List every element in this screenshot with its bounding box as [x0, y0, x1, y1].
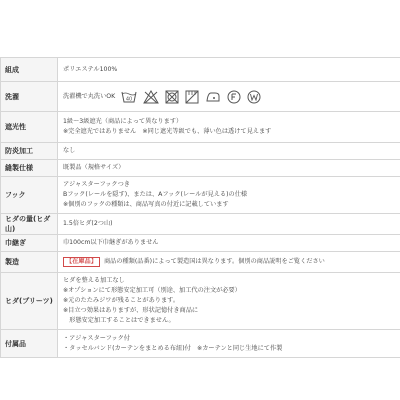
pleat-volume-value: 1.5倍ヒダ(2つ山): [63, 220, 113, 227]
row-label: 製造: [1, 252, 58, 273]
sewing-value: 既製品（規格サイズ）: [63, 164, 125, 171]
row-label: フック: [1, 177, 58, 214]
table-row-width-seam: [1, 235, 400, 252]
table-row-manufacturing: [1, 252, 400, 273]
table-row-sewing: [1, 160, 400, 177]
table-row-accessories: [1, 330, 400, 358]
pleats-line: ※元のたたみジワが残ることがあります。: [63, 297, 180, 304]
row-label: 洗濯: [1, 82, 58, 112]
hook-line: ※個別のフックの種類は、商品写真の付近に記載しています: [63, 201, 229, 208]
manufacturing-value: 商品の種類(品番)によって製造国は異なります。個別の商品説明をご覧ください: [103, 258, 325, 265]
row-label: ヒダの量(ヒダ山): [1, 214, 58, 235]
iron-low-icon: [205, 90, 221, 104]
table-row-pleat-volume: [1, 214, 400, 235]
row-label: 付属品: [1, 330, 58, 358]
washing-machine-40-icon: [121, 90, 137, 104]
accessories-line: ・タッセルバンド(カーテンをまとめる布紐)付 ※カーテンと同じ生地にて作製: [63, 344, 283, 352]
spec-table-container: [0, 57, 400, 358]
table-row-washing: [1, 82, 400, 112]
no-bleach-icon: [143, 90, 159, 104]
blackout-line: 1級～3級遮光（商品によって異なります）: [63, 118, 183, 125]
row-label: 縫製仕様: [1, 160, 58, 177]
width-seam-value: 巾100cm以下巾継ぎがありません: [63, 239, 159, 246]
dry-clean-f-icon: [227, 90, 241, 104]
accessories-line: ・アジャスターフック付: [63, 334, 130, 342]
spec-table: [0, 57, 400, 358]
table-row-blackout: [1, 112, 400, 143]
no-dry-clean-icon: [185, 90, 199, 104]
row-label: 防炎加工: [1, 143, 58, 160]
care-icons: [121, 90, 261, 104]
row-label: 巾継ぎ: [1, 235, 58, 252]
table-row-composition: [1, 58, 400, 82]
row-label: 遮光性: [1, 112, 58, 143]
hook-line: アジャスターフックつき: [63, 181, 130, 188]
blackout-note: ※完全遮光ではありません ※同じ遮光等級でも、薄い色は透けて見えます: [63, 128, 272, 135]
tumble-dry-low-icon: [165, 90, 179, 104]
stock-badge: 【在庫品】: [63, 257, 100, 267]
svg-text:40: 40: [126, 96, 133, 102]
flame-retardant-value: なし: [63, 147, 76, 154]
table-row-pleats: [1, 273, 400, 330]
washing-value: 洗濯機で丸洗いOK: [63, 92, 116, 100]
pleats-line: 形態安定加工することはできません。: [63, 317, 175, 324]
composition-value: ポリエステル100%: [63, 65, 118, 73]
table-row-hook: [1, 177, 400, 214]
row-label: 組成: [1, 58, 58, 82]
pleats-line: ※オプションにて形態安定加工可（別途、加工代の注文が必要）: [63, 287, 241, 294]
wet-clean-w-icon: [247, 90, 261, 104]
table-row-flame-retardant: [1, 143, 400, 160]
row-label: ヒダ(プリーツ): [1, 273, 58, 330]
pleats-line: ※目立つ効果はありますが、形状記憶付き商品に: [63, 307, 199, 314]
hook-line: Bフック(レールを隠す)、または、Aフック(レールが見える)の仕様: [63, 191, 248, 198]
pleats-line: ヒダを整える加工なし: [63, 277, 125, 284]
